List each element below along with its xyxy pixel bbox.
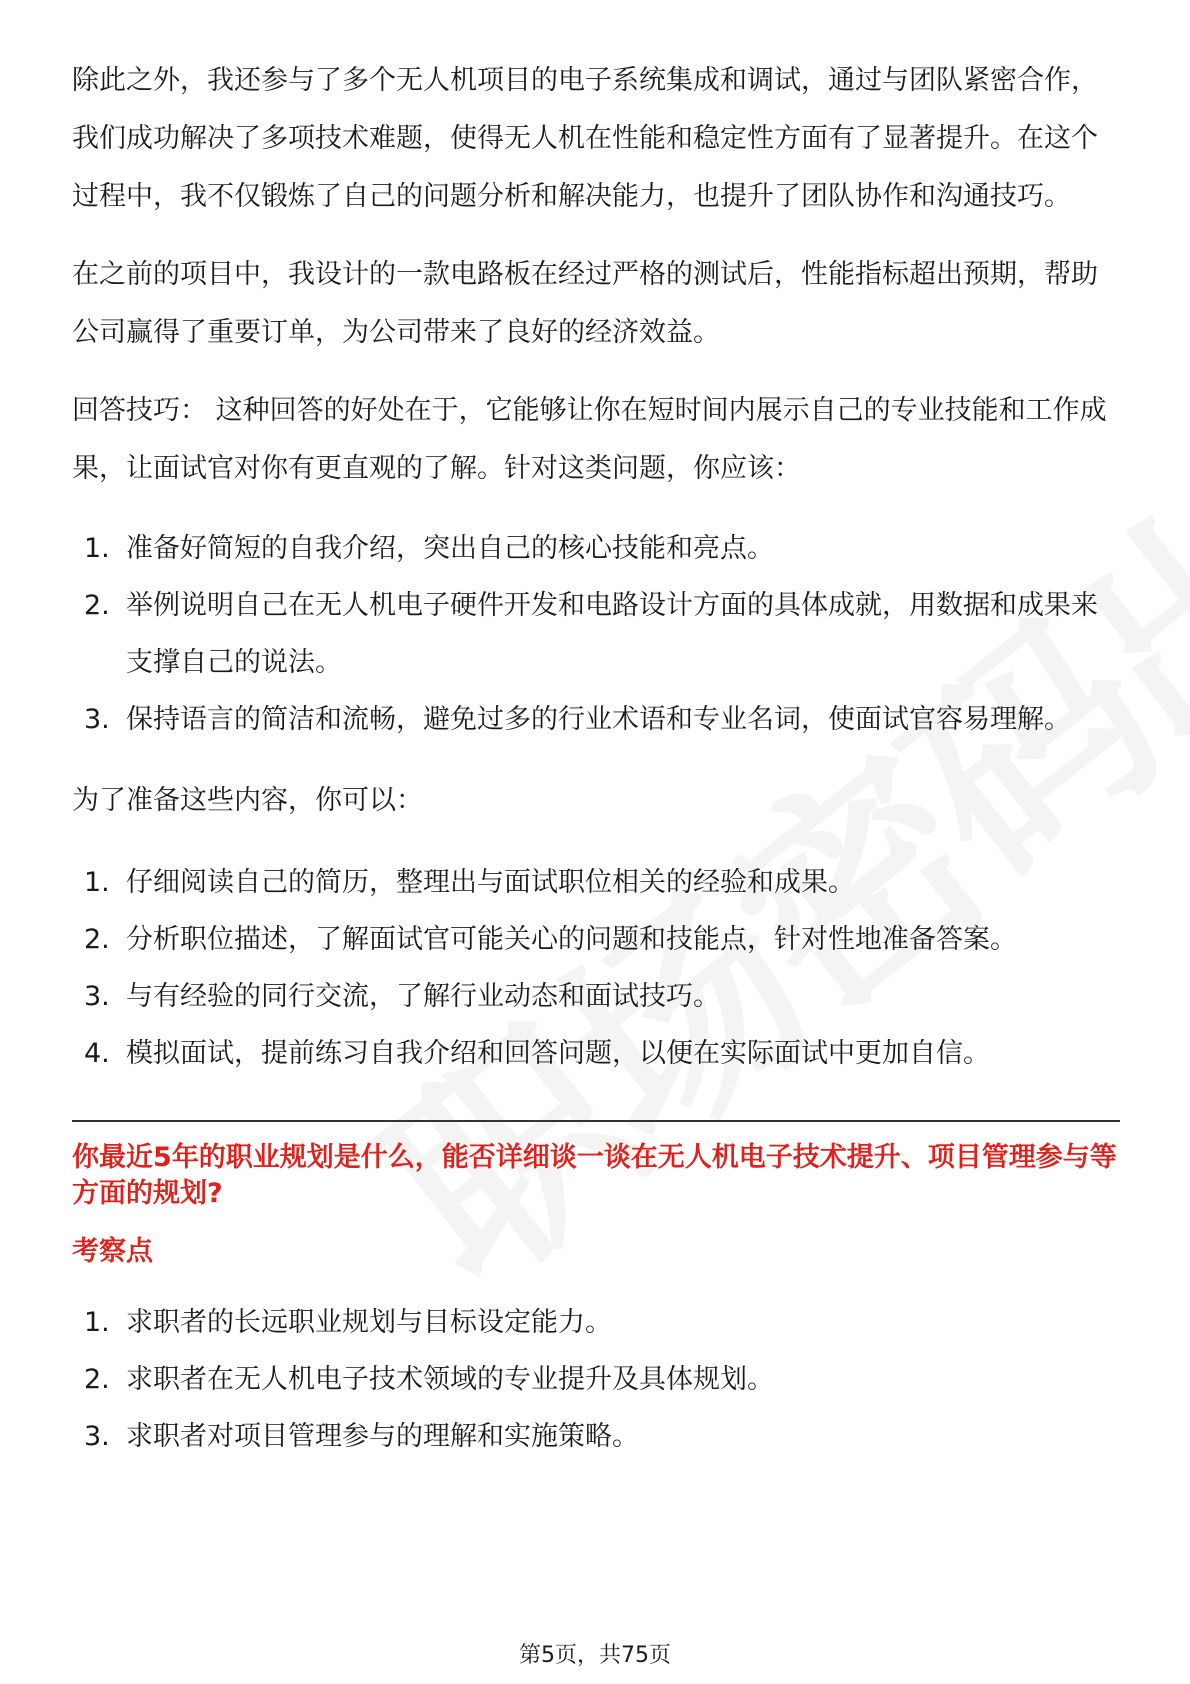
tips-list [72, 520, 1120, 748]
list-item [72, 577, 1120, 691]
list-item-text: 保持语言的简洁和流畅，避免过多的行业术语和专业名词，使面试官容易理解。 [126, 704, 1071, 735]
list-item-text: 仔细阅读自己的简历，整理出与面试职位相关的经验和成果。 [126, 867, 855, 898]
page-footer: 第5页，共75页 [519, 1643, 671, 1668]
list-item [72, 691, 1120, 748]
list-number: 3. [84, 704, 110, 735]
list-item-text: 与有经验的同行交流，了解行业动态和面试技巧。 [126, 981, 720, 1012]
list-number: 1. [84, 867, 110, 898]
prepare-intro: 为了准备这些内容，你可以： [72, 785, 423, 816]
list-item-text: 求职者的长远职业规划与目标设定能力。 [126, 1307, 612, 1338]
paragraph-2: 在之前的项目中，我设计的一款电路板在经过严格的测试后，性能指标超出预期，帮助公司赢得了重要订单，为公司带来了良好的经济效益。 [72, 259, 1098, 348]
list-number: 3. [84, 1421, 110, 1452]
list-item [72, 1294, 1120, 1351]
list-item [72, 968, 1120, 1025]
section-label-assessment-points: 考察点 [72, 1236, 153, 1267]
list-item-text: 求职者对项目管理参与的理解和实施策略。 [126, 1421, 639, 1452]
list-item-text: 准备好简短的自我介绍，突出自己的核心技能和亮点。 [126, 533, 774, 564]
list-number: 3. [84, 981, 110, 1012]
list-item [72, 1351, 1120, 1408]
list-item-text: 模拟面试，提前练习自我介绍和回答问题，以便在实际面试中更加自信。 [126, 1038, 990, 1069]
list-item [72, 911, 1120, 968]
interview-question: 你最近5年的职业规划是什么，能否详细谈一谈在无人机电子技术提升、项目管理参与等方面的规划? [72, 1142, 1117, 1209]
page-content [72, 52, 1120, 1465]
list-number: 2. [84, 1364, 110, 1395]
list-number: 2. [84, 924, 110, 955]
paragraph-answer-tips: 回答技巧： 这种回答的好处在于，它能够让你在短时间内展示自己的专业技能和工作成果，让面试官对你有更直观的了解。针对这类问题，你应该： [72, 395, 1107, 484]
list-item [72, 520, 1120, 577]
list-item-text: 分析职位描述，了解面试官可能关心的问题和技能点，针对性地准备答案。 [126, 924, 1017, 955]
list-item [72, 854, 1120, 911]
assessment-points-list [72, 1294, 1120, 1465]
list-number: 1. [84, 1307, 110, 1338]
prepare-list [72, 854, 1120, 1082]
list-number: 2. [84, 590, 110, 621]
list-item-text: 举例说明自己在无人机电子硬件开发和电路设计方面的具体成就，用数据和成果来支撑自己的说法。 [126, 590, 1098, 678]
list-item [72, 1025, 1120, 1082]
list-item-text: 求职者在无人机电子技术领域的专业提升及具体规划。 [126, 1364, 774, 1395]
list-item [72, 1408, 1120, 1465]
paragraph-1: 除此之外，我还参与了多个无人机项目的电子系统集成和调试，通过与团队紧密合作，我们成功解决了多项技术难题，使得无人机在性能和稳定性方面有了显著提升。在这个过程中，我不仅锻炼了自己的问题分析和解决能力，也提升了团队协作和沟通技巧。 [72, 65, 1098, 212]
list-number: 4. [84, 1038, 110, 1069]
list-number: 1. [84, 533, 110, 564]
